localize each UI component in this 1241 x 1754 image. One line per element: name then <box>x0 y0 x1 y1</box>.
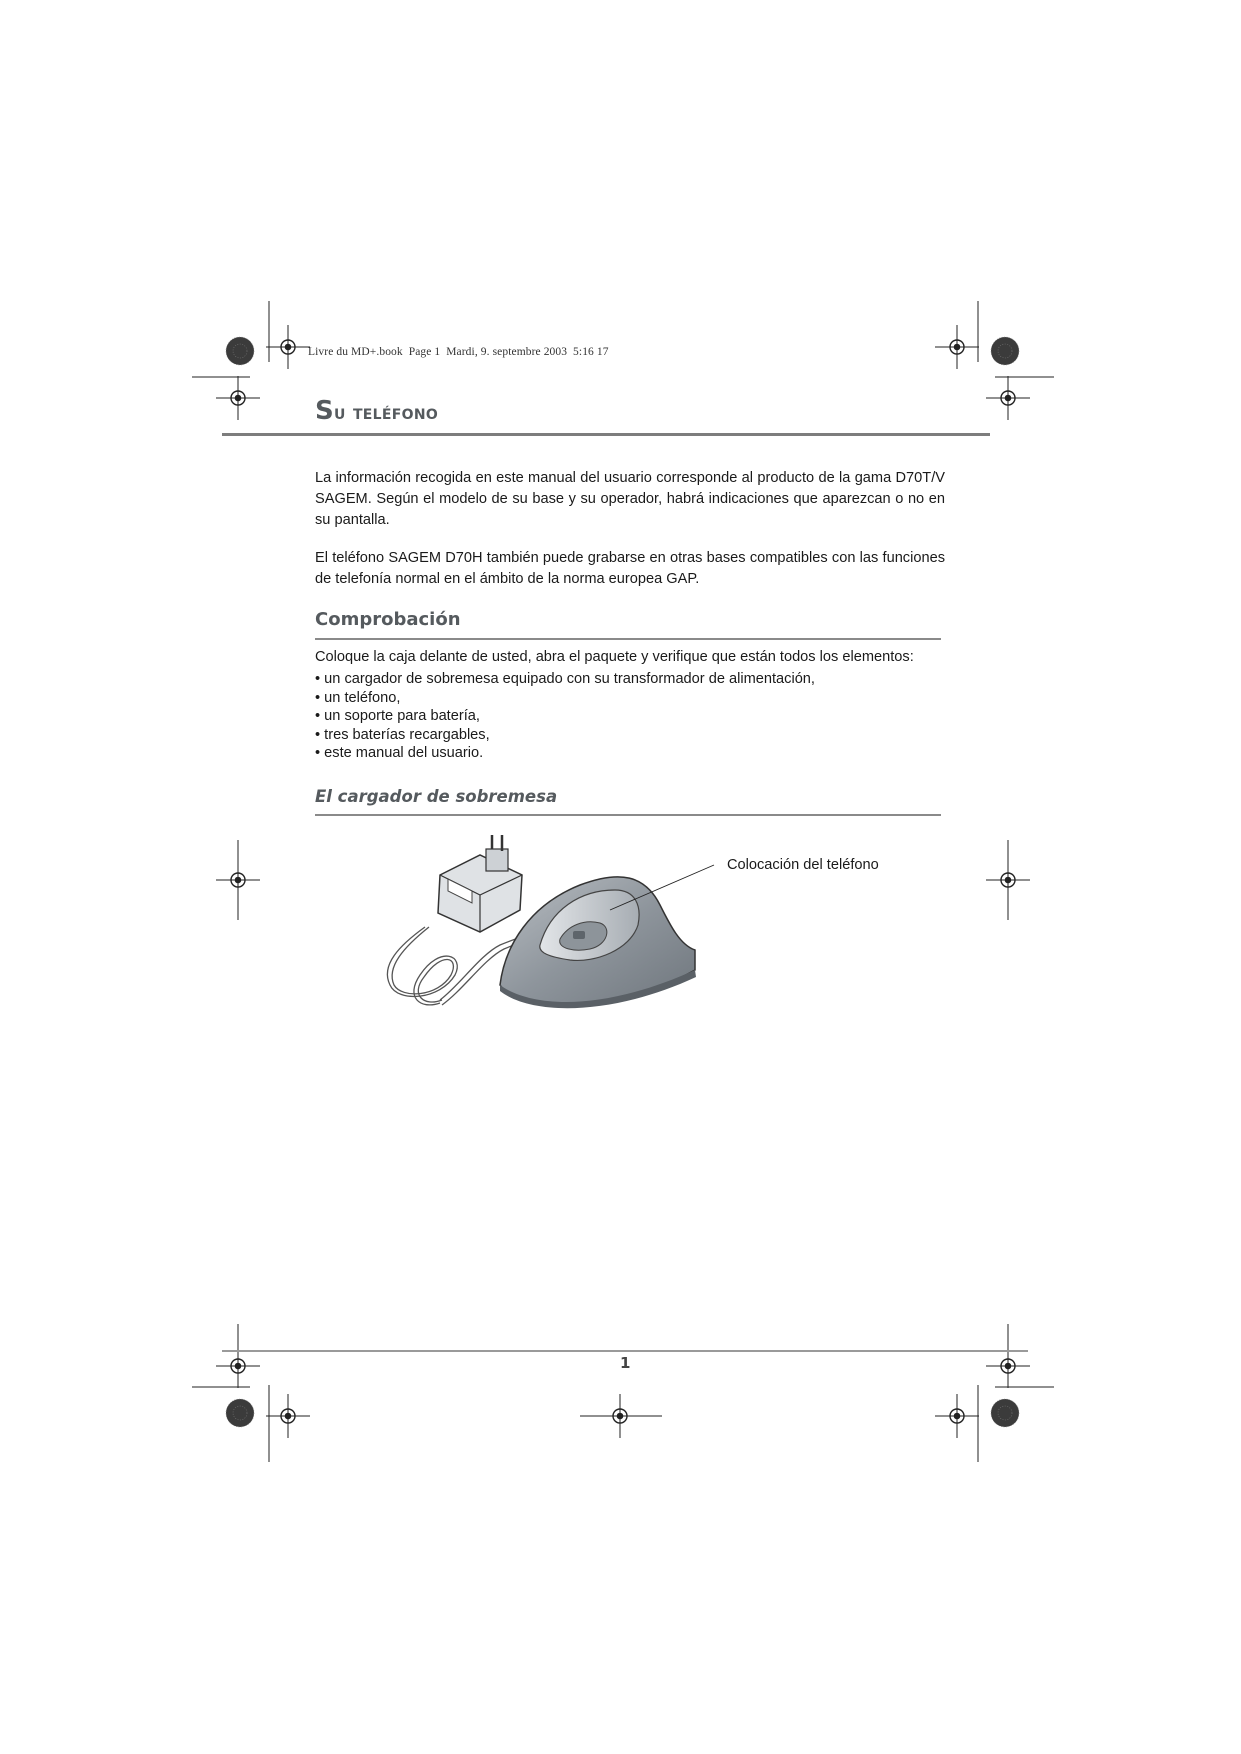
intro-paragraph-1: La información recogida en este manual del usuario corresponde al producto de la gama D70T/V SAGEM. Según el modelo de su base y su operador, habrá indicaciones que aparezcan o no en su pantalla. <box>315 470 945 528</box>
subsection-rule <box>315 814 941 816</box>
chapter-rule <box>222 433 990 436</box>
section-title: Comprobación <box>315 609 461 630</box>
section-rule <box>315 638 941 640</box>
charging-base <box>500 877 696 1008</box>
contents-list <box>315 670 815 763</box>
callout-label: Colocación del teléfono <box>727 857 879 873</box>
list-item: • tres baterías recargables, <box>315 726 815 745</box>
subsection-title: El cargador de sobremesa <box>315 787 558 806</box>
page-number: 1 <box>620 1354 631 1372</box>
intro-paragraph-2: El teléfono SAGEM D70H también puede grabarse en otras bases compatibles con las funciones de telefonía normal en el ámbito de la norma europea GAP. <box>315 550 945 587</box>
list-item: • un cargador de sobremesa equipado con su transformador de alimentación, <box>315 670 815 689</box>
power-adapter <box>438 835 522 932</box>
section-intro: Coloque la caja delante de usted, abra el paquete y verifique que están todos los elementos: <box>315 649 914 665</box>
desk-charger-illustration <box>380 835 760 1035</box>
print-slug-line: Livre du MD+.book Page 1 Mardi, 9. septembre 2003 5:16 17 <box>308 346 609 358</box>
list-item: • un soporte para batería, <box>315 707 815 726</box>
footer-rule <box>222 1350 1028 1352</box>
list-item: • este manual del usuario. <box>315 744 815 763</box>
list-item: • un teléfono, <box>315 689 815 708</box>
chapter-title-initial: S <box>315 396 335 426</box>
chapter-title <box>315 396 438 426</box>
chapter-title-rest: u teléfono <box>334 400 439 424</box>
